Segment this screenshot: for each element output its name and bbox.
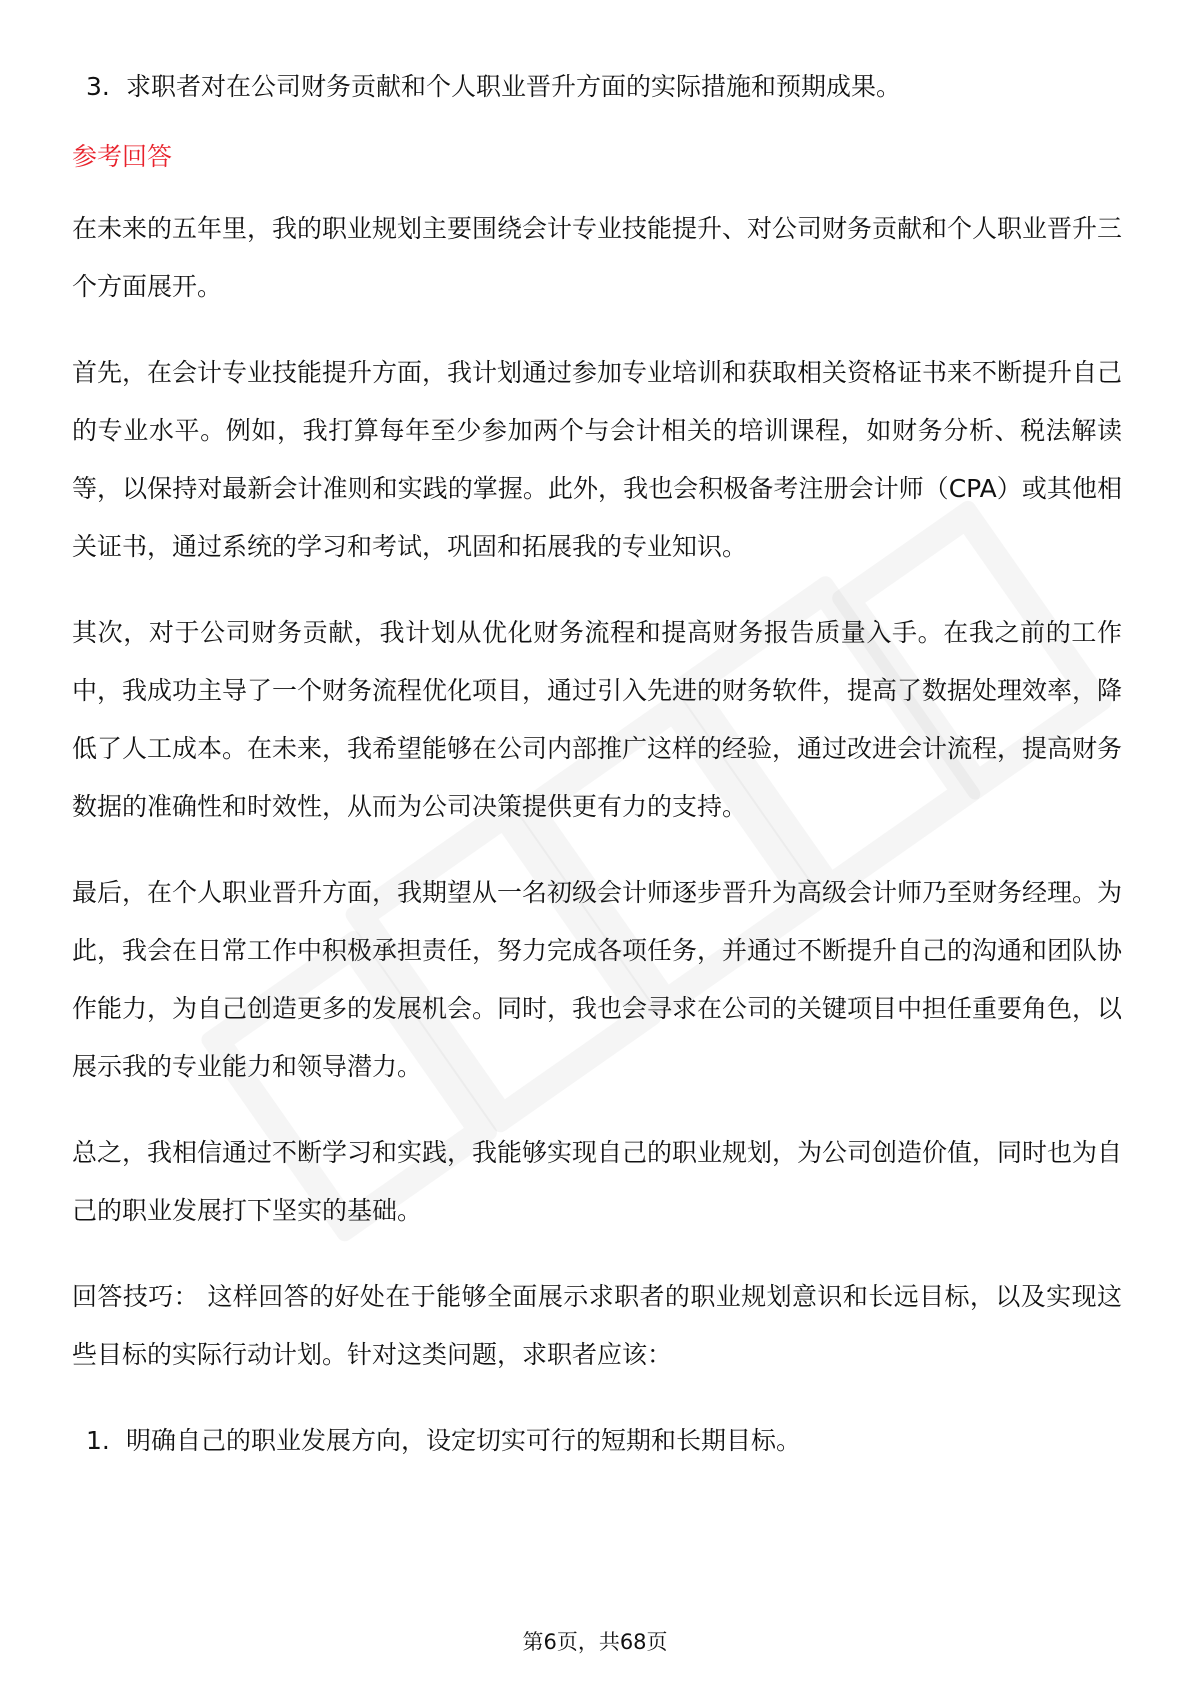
paragraph-skills: 首先，在会计专业技能提升方面，我计划通过参加专业培训和获取相关资格证书来不断提升自己的专业水平。例如，我打算每年至少参加两个与会计相关的培训课程，如财务分析、税法解读等，以保持对最新会计准则和实践的掌握。此外，我也会积极备考注册会计师（CPA）或其他相关证书，通过系统的学习和考试，巩固和拓展我的专业知识。	[72, 358, 1123, 561]
list-number: 1.	[86, 1426, 110, 1455]
list-text: 求职者对在公司财务贡献和个人职业晋升方面的实际措施和预期成果。	[126, 72, 902, 101]
section-heading: 参考回答	[72, 142, 173, 171]
list-item-1	[72, 1412, 1122, 1470]
paragraph-promotion: 最后，在个人职业晋升方面，我期望从一名初级会计师逐步晋升为高级会计师乃至财务经理。为此，我会在日常工作中积极承担责任，努力完成各项任务，并通过不断提升自己的沟通和团队协作能力，为自己创造更多的发展机会。同时，我也会寻求在公司的关键项目中担任重要角色，以展示我的专业能力和领导潜力。	[72, 878, 1123, 1081]
list-text: 明确自己的职业发展方向，设定切实可行的短期和长期目标。	[126, 1426, 802, 1455]
paragraph-summary: 总之，我相信通过不断学习和实践，我能够实现自己的职业规划，为公司创造价值，同时也为自己的职业发展打下坚实的基础。	[72, 1138, 1123, 1225]
page-footer: 第6页，共68页	[522, 1630, 668, 1654]
paragraph-intro: 在未来的五年里，我的职业规划主要围绕会计专业技能提升、对公司财务贡献和个人职业晋升三个方面展开。	[72, 214, 1123, 301]
paragraph-contribution: 其次，对于公司财务贡献，我计划从优化财务流程和提高财务报告质量入手。在我之前的工作中，我成功主导了一个财务流程优化项目，通过引入先进的财务软件，提高了数据处理效率，降低了人工成本。在未来，我希望能够在公司内部推广这样的经验，通过改进会计流程，提高财务数据的准确性和时效性，从而为公司决策提供更有力的支持。	[72, 618, 1123, 821]
paragraph-tips: 回答技巧： 这样回答的好处在于能够全面展示求职者的职业规划意识和长远目标，以及实现这些目标的实际行动计划。针对这类问题，求职者应该：	[72, 1282, 1122, 1369]
list-item-3	[72, 58, 1122, 116]
list-number: 3.	[86, 72, 110, 101]
document-content	[72, 58, 1122, 1470]
